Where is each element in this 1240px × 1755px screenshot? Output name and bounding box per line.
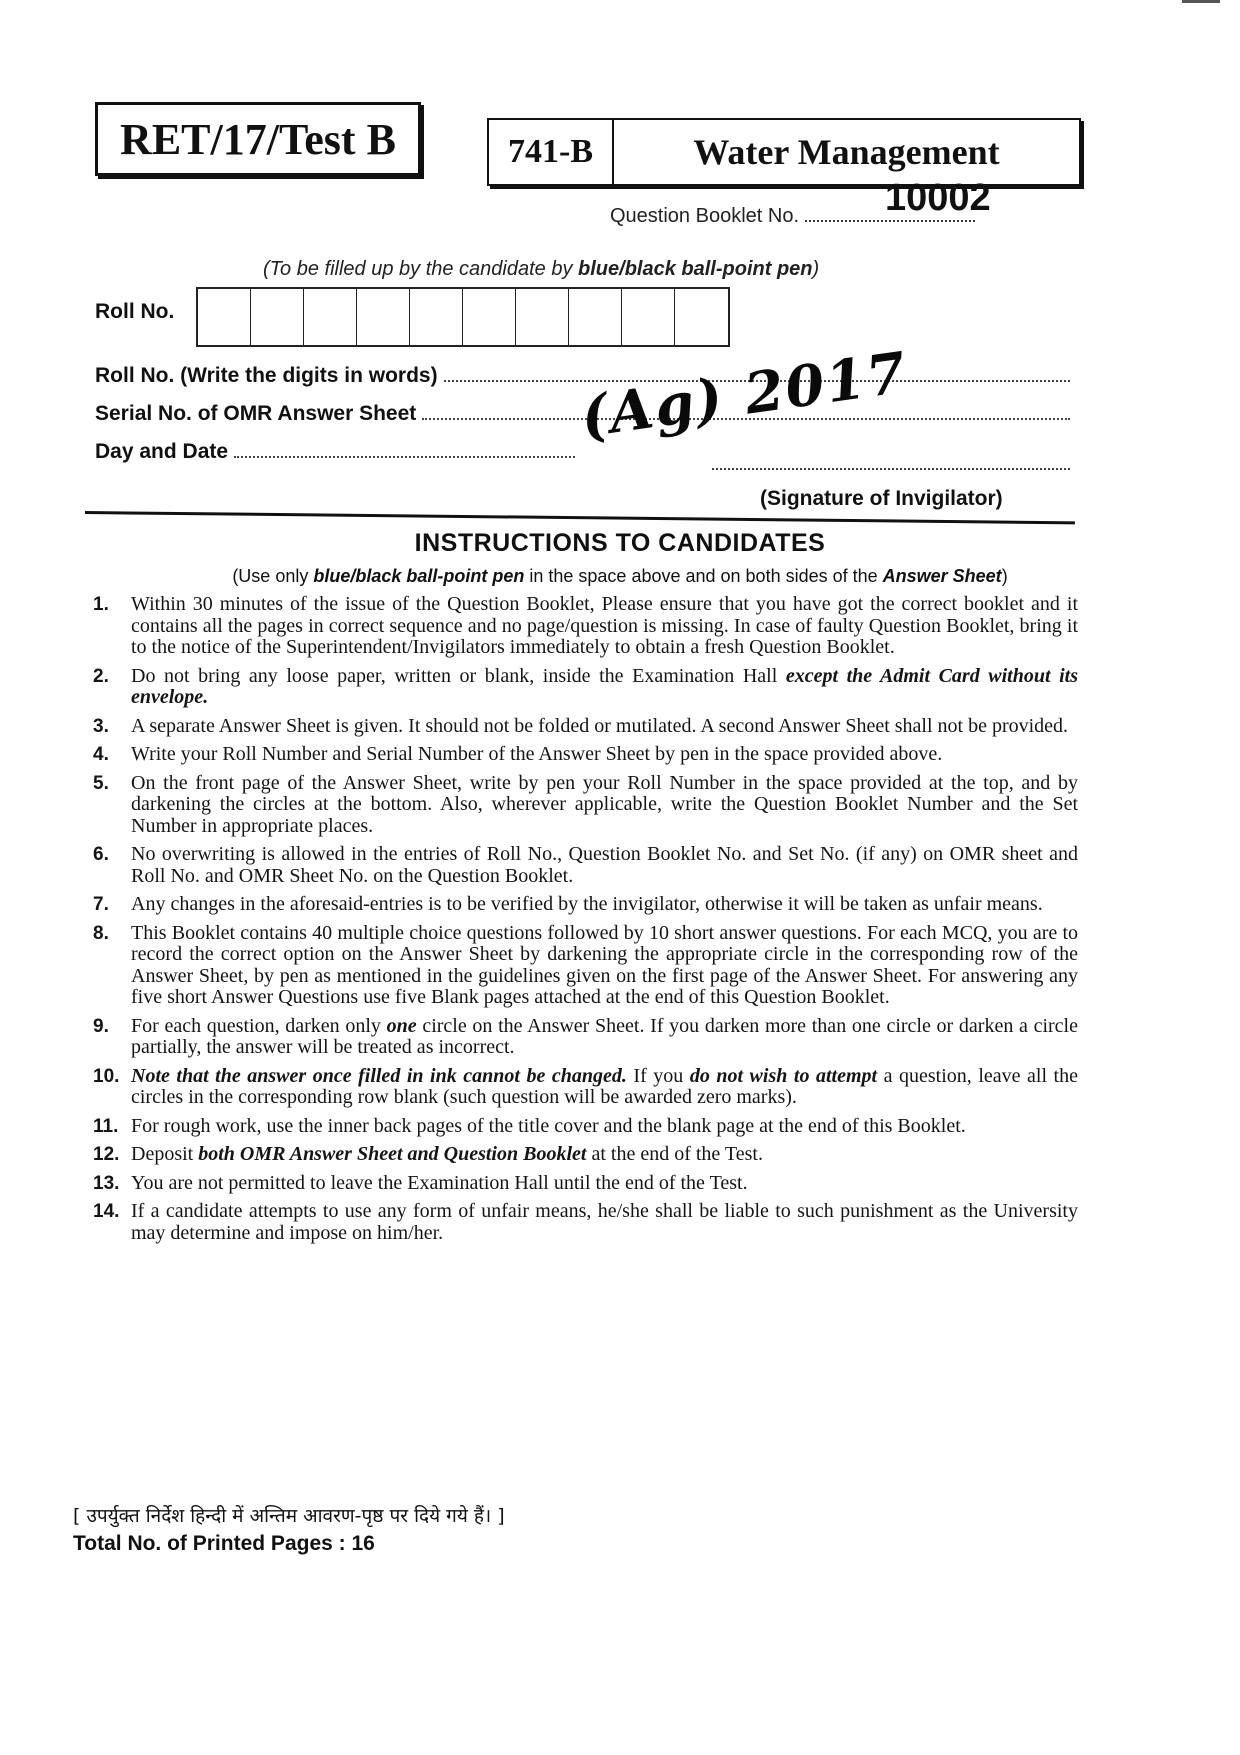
roll-digit-cell[interactable] bbox=[251, 289, 304, 345]
instruction-item bbox=[93, 1144, 1078, 1166]
instructions-list bbox=[93, 594, 1078, 1251]
item-number: 14. bbox=[93, 1201, 120, 1222]
item-number: 8. bbox=[93, 922, 109, 944]
booklet-number-line bbox=[610, 177, 1030, 228]
sub-bold2: Answer Sheet bbox=[882, 566, 1002, 586]
roll-number-grid[interactable] bbox=[196, 287, 730, 347]
roll-words-label: Roll No. (Write the digits in words) bbox=[95, 364, 438, 387]
item-text-plain: a question, leave all the circles in the corresponding row blank (such question will be awarded zero marks). bbox=[131, 1064, 1078, 1108]
item-number: 12. bbox=[93, 1144, 120, 1165]
roll-digit-cell[interactable] bbox=[516, 289, 569, 345]
item-text-italic: both OMR Answer Sheet and Question Booklet bbox=[198, 1143, 587, 1165]
booklet-label: Question Booklet No. bbox=[610, 205, 799, 227]
instruction-item bbox=[93, 773, 1078, 838]
roll-digit-cell[interactable] bbox=[463, 289, 516, 345]
roll-digit-cell[interactable] bbox=[198, 289, 251, 345]
item-text-italic: except the Admit Card without its envelope. bbox=[131, 664, 1078, 708]
item-number: 6. bbox=[93, 844, 109, 865]
date-dots bbox=[234, 438, 575, 458]
item-text: Write your Roll Number and Serial Number of the Answer Sheet by pen in the space provided above. bbox=[131, 743, 943, 765]
item-text bbox=[131, 1016, 1078, 1059]
item-text: This Booklet contains 40 multiple choice questions followed by 10 short answer questions. For each MCQ, you are to record the correct option on the Answer Sheet by darkening the appropriate circle in the corresponding row of the Answer Sheet, by pen as mentioned in the guidelines given on the first page of the Answer Sheet. For answering any five short Answer Questions use five Blank pages attached at the end of this Question Booklet. bbox=[131, 921, 1078, 1008]
item-number: 3. bbox=[93, 715, 109, 737]
item-text: You are not permitted to leave the Examination Hall until the end of the Test. bbox=[131, 1171, 748, 1194]
item-text bbox=[131, 1144, 1078, 1166]
item-text: A separate Answer Sheet is given. It should not be folded or mutilated. A second Answer Sheet shall not be provided. bbox=[131, 714, 1069, 737]
item-text-plain: If you bbox=[626, 1064, 690, 1087]
item-text-italic: do not wish to attempt bbox=[689, 1064, 878, 1087]
item-text-plain: Do not bring any loose paper, written or blank, inside the Examination Hall bbox=[131, 664, 786, 687]
item-number: 7. bbox=[93, 894, 109, 915]
item-text-plain: circle on the Answer Sheet. If you darken more than one circle or darken a circle partially, the answer will be treated as incorrect. bbox=[131, 1014, 1078, 1058]
instruction-item bbox=[93, 1066, 1078, 1109]
instruction-item bbox=[93, 1116, 1078, 1138]
item-text: On the front page of the Answer Sheet, write by pen your Roll Number in the space provided at the top, and by darkening the circles at the bottom. Also, wherever applicable, write the Question Booklet Number and the Set Number in appropriate places. bbox=[131, 771, 1078, 837]
scan-corner-mark bbox=[1182, 0, 1220, 3]
item-number: 2. bbox=[93, 665, 109, 687]
instruction-item bbox=[93, 1173, 1078, 1195]
item-text: No overwriting is allowed in the entries of Roll No., Question Booklet No. and Set No. (if any) on OMR sheet and Roll No. and OMR Sheet No. on the Question Booklet. bbox=[131, 843, 1078, 887]
roll-digit-cell[interactable] bbox=[569, 289, 622, 345]
instructions-subtitle bbox=[0, 566, 1240, 587]
subject-code: 741-B bbox=[489, 120, 614, 184]
hindi-note: [ उपर्युक्त निर्देश हिन्दी में अन्तिम आवरण-पृष्ठ पर दिये गये हैं। ] bbox=[73, 1505, 505, 1527]
sub-middle: in the space above and on both sides of the bbox=[524, 566, 883, 586]
instruction-item bbox=[93, 594, 1078, 659]
roll-digit-cell[interactable] bbox=[410, 289, 463, 345]
omr-label: Serial No. of OMR Answer Sheet bbox=[95, 402, 417, 425]
item-number: 11. bbox=[93, 1115, 119, 1137]
roll-digit-cell[interactable] bbox=[304, 289, 357, 345]
date-label: Day and Date bbox=[95, 440, 229, 463]
fill-note-suffix: ) bbox=[812, 258, 820, 280]
signature-label: (Signature of Invigilator) bbox=[760, 487, 1003, 510]
item-number: 4. bbox=[93, 744, 109, 765]
fill-note-bold: blue/black ball-point pen bbox=[578, 258, 813, 280]
item-text-plain: For each question, darken only bbox=[131, 1014, 387, 1037]
item-text: If a candidate attempts to use any form of unfair means, he/she shall be liable to such punishment as the University may determine and impose on him/her. bbox=[131, 1200, 1078, 1244]
instruction-item bbox=[93, 923, 1078, 1009]
roll-digit-cell[interactable] bbox=[622, 289, 675, 345]
instruction-item bbox=[93, 1016, 1078, 1059]
instruction-item bbox=[93, 716, 1078, 738]
item-text: Any changes in the aforesaid-entries is to be verified by the invigilator, otherwise it will be taken as unfair means. bbox=[131, 893, 1043, 915]
item-text bbox=[131, 666, 1078, 709]
handwritten-stamp: (Ag) 2017 bbox=[577, 339, 912, 451]
item-text-plain: at the end of the Test. bbox=[586, 1143, 763, 1165]
roll-label: Roll No. bbox=[95, 300, 175, 323]
item-number: 10. bbox=[93, 1065, 120, 1087]
subject-box bbox=[487, 118, 1081, 186]
item-text bbox=[131, 1066, 1078, 1109]
sub-bold: blue/black ball-point pen bbox=[313, 566, 525, 586]
roll-digit-cell[interactable] bbox=[357, 289, 410, 345]
item-text-italic: Note that the answer once filled in ink cannot be changed. bbox=[131, 1064, 627, 1087]
booklet-number: 10002 bbox=[885, 177, 991, 219]
item-text-plain: Deposit bbox=[131, 1143, 199, 1165]
booklet-dots bbox=[805, 177, 991, 222]
sub-prefix: (Use only bbox=[232, 566, 314, 586]
exam-code: RET/17/Test B bbox=[120, 114, 396, 164]
header-rule bbox=[85, 511, 1075, 524]
subject-name: Water Management bbox=[693, 132, 1000, 172]
sub-suffix: ) bbox=[1001, 566, 1008, 586]
instruction-item bbox=[93, 894, 1078, 916]
day-date-field[interactable] bbox=[95, 438, 575, 464]
fill-note bbox=[263, 258, 819, 281]
roll-digit-cell[interactable] bbox=[675, 289, 728, 345]
instruction-item bbox=[93, 1201, 1078, 1244]
item-text-italic: one bbox=[386, 1014, 417, 1037]
instruction-item bbox=[93, 844, 1078, 887]
item-text: Within 30 minutes of the issue of the Question Booklet, Please ensure that you have got the correct booklet and it contains all the pages in correct sequence and no page/question is missing. In case of faulty Question Booklet, bring it to the notice of the Superintendent/Invigilators immediately to obtain a fresh Question Booklet. bbox=[131, 593, 1078, 658]
item-number: 13. bbox=[93, 1172, 120, 1194]
total-pages: Total No. of Printed Pages : 16 bbox=[73, 1532, 375, 1555]
instructions-title: INSTRUCTIONS TO CANDIDATES bbox=[414, 529, 826, 557]
item-number: 1. bbox=[93, 594, 109, 615]
exam-code-box bbox=[95, 102, 421, 176]
instruction-item bbox=[93, 744, 1078, 766]
fill-note-prefix: (To be filled up by the candidate by bbox=[263, 258, 579, 280]
item-number: 9. bbox=[93, 1015, 109, 1037]
item-text: For rough work, use the inner back pages of the title cover and the blank page at the end of this Booklet. bbox=[131, 1114, 966, 1137]
instruction-item bbox=[93, 666, 1078, 709]
signature-line bbox=[712, 468, 1070, 470]
item-number: 5. bbox=[93, 772, 109, 794]
